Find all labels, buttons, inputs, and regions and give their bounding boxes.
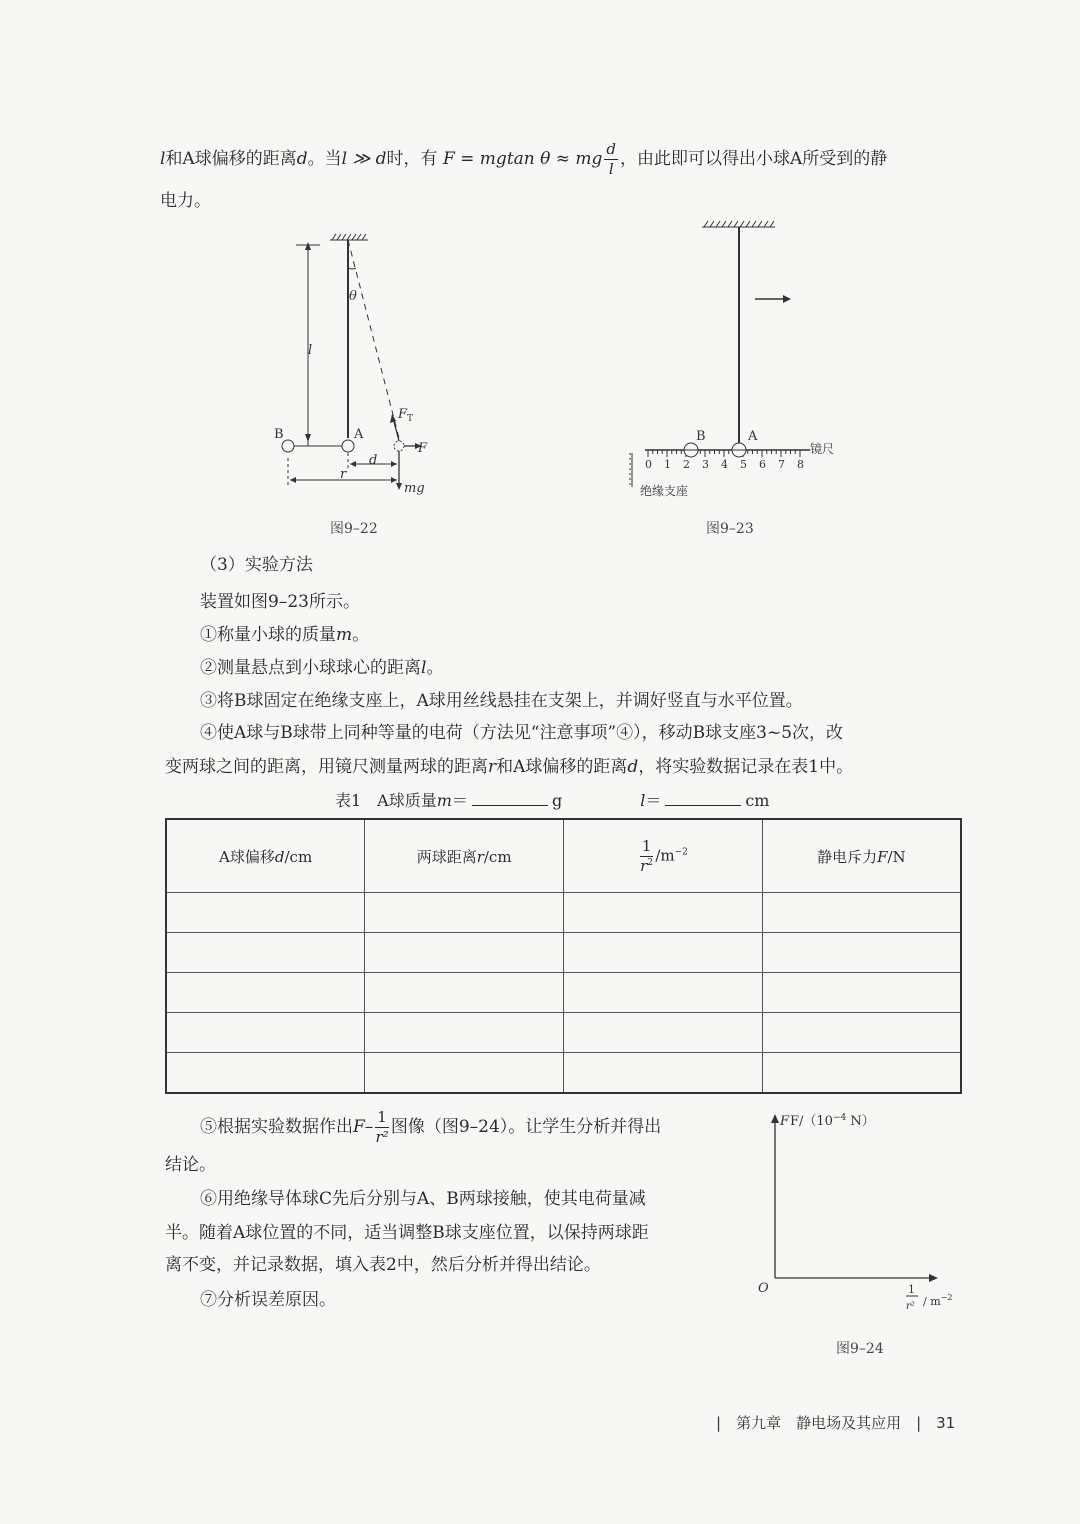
ruler-number: 0 (645, 458, 652, 471)
header-fraction-r: r (640, 856, 648, 875)
figure-9-22 (260, 228, 460, 508)
step1-symbol: m (336, 625, 353, 645)
condition: l ≫ d (341, 149, 387, 169)
header-fraction-numerator: 1 (641, 836, 652, 855)
header-displacement-label: A球偏移 (219, 847, 275, 866)
header-displacement-unit: /cm (284, 847, 313, 866)
ruler-ticks (648, 450, 800, 457)
x-label-numerator: 1 (908, 1283, 915, 1296)
table-cell[interactable] (762, 933, 961, 973)
y-axis-arrowhead (771, 1114, 779, 1123)
figure-9-23-caption: 图9–23 (706, 521, 754, 537)
ruler-number: 8 (797, 458, 804, 471)
table-cell[interactable] (365, 1013, 564, 1053)
gravity-arrowhead (396, 483, 402, 490)
header-force-symbol: F (877, 847, 888, 866)
header-force (762, 819, 961, 893)
data-table-1 (165, 818, 962, 1094)
step4-symbol-r: r (488, 757, 497, 777)
table-caption-l: l (640, 791, 646, 810)
equation-lhs: F = mg (442, 149, 507, 169)
header-force-label: 静电斥力 (817, 847, 878, 866)
table-row (166, 1053, 961, 1094)
l-arrow-bottom (305, 434, 311, 442)
step5-part-b: 图像（图9–24）。让学生分析并得出 (390, 1117, 662, 1137)
table-header-row (166, 819, 961, 893)
header-inverse-square-unit: /m (655, 846, 675, 864)
method-step-4-line-2 (165, 750, 853, 784)
fig22-label-mg: mg (404, 481, 425, 496)
footer-separator-left: | (716, 1414, 737, 1432)
figure-9-23 (620, 215, 860, 505)
l-arrow-top (305, 242, 311, 250)
ceiling-hatch (332, 234, 366, 240)
footer-separator-right: | (901, 1414, 937, 1432)
step-6-line-1: ⑥用绝缘导体球C先后分别与A、B两球接触，使其电荷量减 (200, 1189, 646, 1209)
step5-dash: – (364, 1117, 374, 1137)
ruler-number: 2 (683, 458, 690, 471)
table-row (166, 933, 961, 973)
table-caption-m: m (436, 791, 452, 810)
table-cell[interactable] (365, 973, 564, 1013)
header-inverse-square-fraction (640, 836, 654, 875)
symbol-l: l (160, 149, 166, 169)
table-caption-cm: cm (745, 791, 770, 810)
table-cell[interactable] (166, 893, 365, 933)
d-arrow-right (391, 461, 397, 467)
step2-text: ②测量悬点到小球球心的距离 (200, 658, 421, 678)
ruler-number: 6 (759, 458, 766, 471)
fraction-denominator: l (608, 160, 614, 178)
direction-arrowhead (783, 295, 791, 303)
method-step-3: ③将B球固定在绝缘支座上，A球用丝线悬挂在支架上，并调好竖直与水平位置。 (200, 691, 803, 711)
method-line-1: 装置如图9–23所示。 (200, 592, 360, 612)
fig22-label-r: r (340, 467, 347, 482)
step-6-line-3: 离不变，并记录数据，填入表2中，然后分析并得出结论。 (165, 1255, 601, 1275)
table-cell[interactable] (762, 1013, 961, 1053)
header-displacement-symbol: d (274, 847, 285, 866)
step5-fraction-num: 1 (377, 1108, 387, 1126)
figure-9-24-caption: 图9–24 (836, 1341, 884, 1357)
intro-prefix: 和A球偏移的距离 (165, 149, 297, 169)
method-step-2 (200, 651, 443, 685)
table-cell[interactable] (365, 893, 564, 933)
table-cell[interactable] (564, 893, 763, 933)
fig22-label-ft-sub: T (407, 414, 414, 424)
fig22-label-theta: θ (349, 289, 357, 304)
intro-dot: 。当 (307, 149, 342, 169)
step5-fraction-den: r² (375, 1128, 389, 1146)
step4-symbol-d: d (627, 757, 639, 777)
step4-part-a: 变两球之间的距离，用镜尺测量两球的距离 (165, 757, 488, 777)
mass-blank (472, 804, 548, 806)
step-5-line-1 (200, 1110, 661, 1145)
intro-line-2: 电力。 (160, 191, 211, 211)
header-distance-unit: /cm (483, 847, 512, 866)
table-row (166, 1013, 961, 1053)
length-blank (665, 804, 741, 806)
y-axis-label: $F/(10^{-4}$ N） (790, 1113, 875, 1129)
table-caption-g: g (551, 791, 563, 810)
fig22-label-d: d (369, 453, 378, 468)
fig22-label-f: F (418, 441, 428, 456)
footer-chapter: 第九章 静电场及其应用 (736, 1414, 902, 1432)
table-row (166, 893, 961, 933)
method-step-1 (200, 618, 369, 652)
step5-part-a: ⑤根据实验数据作出 (200, 1117, 353, 1137)
table-caption-prefix: 表1 A球质量 (335, 791, 437, 810)
intro-line-1 (160, 142, 887, 177)
step-5-line-2: 结论。 (165, 1155, 216, 1175)
ruler-number: 1 (664, 458, 671, 471)
ball-b (282, 440, 294, 452)
table-cell[interactable] (365, 1053, 564, 1094)
step4-part-b: 和A球偏移的距离 (496, 757, 628, 777)
header-fraction-exponent: 2 (647, 857, 654, 868)
figure-9-24 (750, 1106, 970, 1316)
ruler-number: 7 (778, 458, 785, 471)
step5-symbol-f: F (353, 1117, 365, 1137)
r-arrow-left (290, 477, 296, 483)
table-cell[interactable] (762, 893, 961, 933)
table-cell[interactable] (365, 933, 564, 973)
y-axis-symbol: F (780, 1114, 790, 1129)
table-cell[interactable] (762, 973, 961, 1013)
fig22-label-b: B (274, 427, 284, 442)
step2-end: 。 (426, 658, 444, 678)
table-cell[interactable] (166, 933, 365, 973)
ruler-numbers (645, 458, 804, 471)
fig22-label-l: l (308, 343, 313, 358)
x-axis-arrowhead (929, 1274, 938, 1282)
method-step-4-line-1: ④使A球与B球带上同种等量的电荷（方法见“注意事项”④），移动B球支座3~5次，改 (200, 723, 844, 743)
chapter-footer (716, 1412, 955, 1433)
r-arrow-right (391, 477, 397, 483)
step2-symbol: l (421, 658, 427, 678)
fig22-label-ft: F (398, 407, 408, 422)
step5-fraction (375, 1110, 389, 1145)
header-distance (365, 819, 564, 893)
fig23-label-b: B (696, 429, 706, 444)
equation-tan: tan θ ≈ mg (506, 149, 603, 169)
header-fraction-denominator (640, 857, 654, 874)
fig22-label-a: A (354, 427, 364, 442)
theta-arc (348, 268, 356, 269)
fraction-numerator: d (606, 140, 617, 158)
table-cell[interactable] (564, 933, 763, 973)
x-label-unit: / $m^{-2}$ (923, 1293, 953, 1308)
header-inverse-square-unit-exponent: −2 (674, 847, 688, 857)
step-6-line-2: 半。随着A球位置的不同，适当调整B球支座位置，以保持两球距 (165, 1223, 649, 1243)
ruler-number: 4 (721, 458, 728, 471)
x-label-denominator: r² (906, 1301, 915, 1312)
deflected-thread (348, 240, 399, 438)
table-cell[interactable] (166, 1053, 365, 1094)
table-row (166, 973, 961, 1013)
table-cell[interactable] (166, 1013, 365, 1053)
d-arrow-left (350, 461, 356, 467)
ball-a-deflected (394, 441, 404, 451)
ruler-number: 3 (702, 458, 709, 471)
fig23-ruler-label: 镜尺 (810, 442, 835, 456)
step1-text: ①称量小球的质量 (200, 625, 336, 645)
header-distance-label: 两球距离 (416, 847, 477, 866)
table-caption-eq-2: ＝ (645, 791, 662, 810)
fraction-d-over-l (604, 142, 618, 177)
table-cell[interactable] (564, 973, 763, 1013)
page-number: 31 (936, 1414, 956, 1432)
table-cell[interactable] (564, 1013, 763, 1053)
table-cell[interactable] (762, 1053, 961, 1094)
table-caption-eq: ＝ (451, 791, 468, 810)
ruler-number: 5 (740, 458, 747, 471)
ceiling-hatch (704, 221, 774, 227)
header-distance-symbol: r (476, 847, 484, 866)
step1-end: 。 (352, 625, 370, 645)
intro-suffix: ，由此即可以得出小球A所受到的静 (620, 149, 888, 169)
header-inverse-square (564, 819, 763, 893)
table-cell[interactable] (564, 1053, 763, 1094)
table-cell[interactable] (166, 973, 365, 1013)
figure-9-22-caption: 图9–22 (330, 521, 378, 537)
step-7: ⑦分析误差原因。 (200, 1290, 336, 1310)
symbol-d: d (296, 149, 308, 169)
origin-label: O (758, 1281, 769, 1296)
condition-suffix: 时，有 (386, 149, 438, 169)
header-force-unit: /N (887, 847, 906, 866)
fig23-label-a: A (748, 429, 758, 444)
method-heading: （3）实验方法 (200, 555, 313, 575)
fig23-support-label: 绝缘支座 (640, 484, 689, 498)
table-caption (335, 784, 769, 818)
ball-a (342, 440, 354, 452)
header-displacement (166, 819, 365, 893)
step4-part-c: ，将实验数据记录在表1中。 (638, 757, 854, 777)
